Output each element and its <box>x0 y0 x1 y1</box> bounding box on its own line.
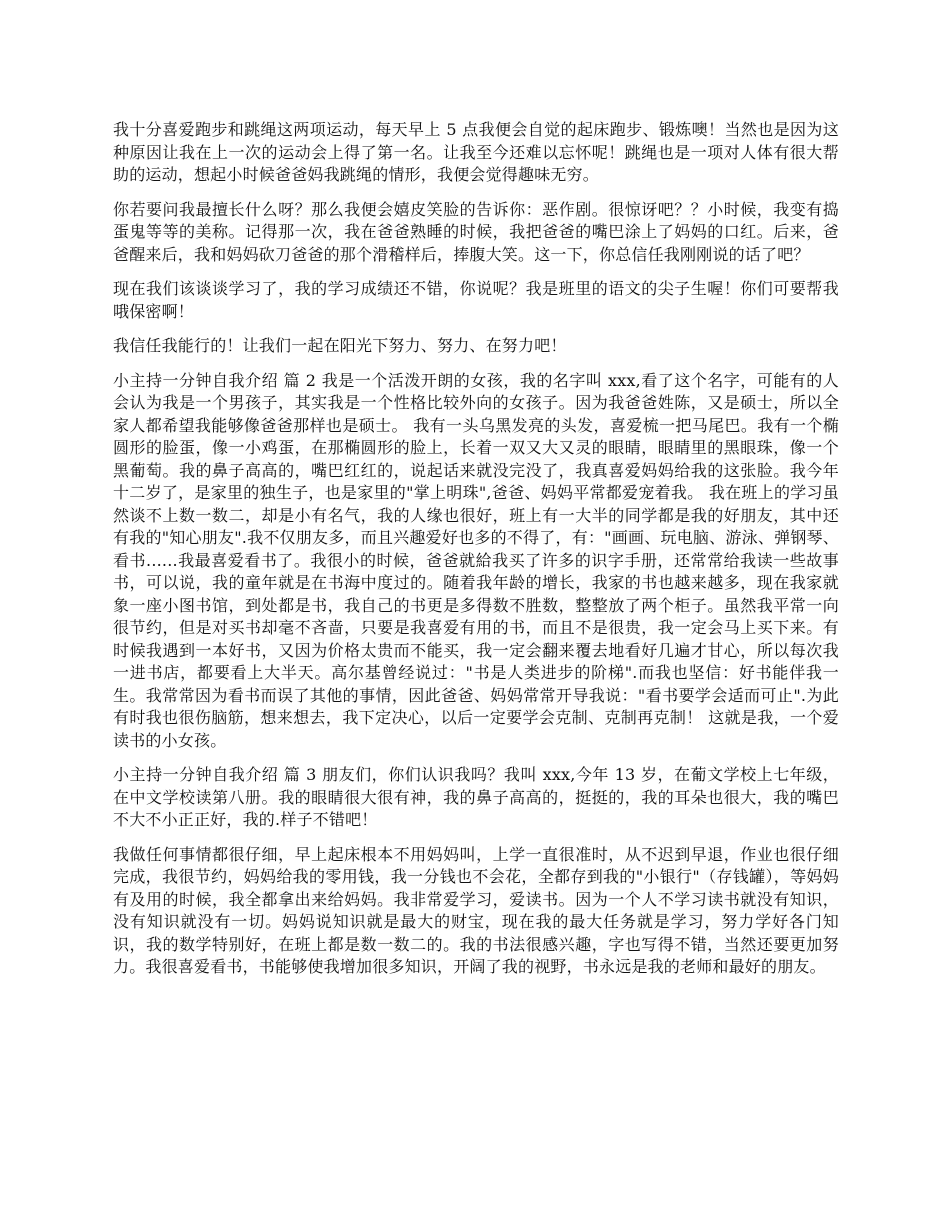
paragraph-7: 我做任何事情都很仔细，早上起床根本不用妈妈叫，上学一直很准时，从不迟到早退，作业也很仔细完成，我很节约，妈妈给我的零用钱，我一分钱也不会花，全都存到我的"小银行"（存钱罐），等妈妈有及用的时候，我全都拿出来给妈妈。我非常爱学习，爱读书。因为一个人不学习读书就没有知识，没有知识就没有一切。妈妈说知识就是最大的财宝，现在我的最大任务就是学习，努力学好各门知识，我的数学特别好，在班上都是数一数二的。我的书法很感兴趣，字也写得不错，当然还要更加努力。我很喜爱看书，书能够使我增加很多知识，开阔了我的视野，书永远是我的老师和最好的朋友。 <box>113 844 839 976</box>
paragraph-3: 现在我们该谈谈学习了，我的学习成绩还不错，你说呢？我是班里的语文的尖子生喔！你们可要帮我哦保密啊！ <box>113 279 839 321</box>
paragraph-1: 我十分喜爱跑步和跳绳这两项运动，每天早上 5 点我便会自觉的起床跑步、锻炼噢！当然也是因为这种原因让我在上一次的运动会上得了第一名。让我至今还难以忘怀呢！跳绳也是一项对人体有很大帮助的运动，想起小时候爸爸妈我跳绳的情形，我便会觉得趣味无穷。 <box>113 120 839 184</box>
paragraph-2: 你若要问我最擅长什么呀？那么我便会嬉皮笑脸的告诉你：恶作剧。很惊讶吧？？小时候，我变有捣蛋鬼等等的美称。记得那一次，我在爸爸熟睡的时候，我把爸爸的嘴巴涂上了妈妈的口红。后来，爸爸醒来后，我和妈妈砍刀爸爸的那个滑稽样后，捧腹大笑。这一下，你总信任我刚刚说的话了吧？ <box>113 199 839 264</box>
paragraph-6: 小主持一分钟自我介绍 篇 3 朋友们，你们认识我吗？我叫 xxx,今年 13 岁，在葡文学校上七年级，在中文学校读第八册。我的眼睛很大很有神，我的鼻子高高的，挺挺的，我的耳朵也很大，我的嘴巴不大不小正正好，我的.样子不错吧！ <box>113 765 839 829</box>
paragraph-5: 小主持一分钟自我介绍 篇 2 我是一个活泼开朗的女孩，我的名字叫 xxx,看了这个名字，可能有的人会认为我是一个男孩子，其实我是一个性格比较外向的女孩子。因为我爸爸姓陈，又是硕士，所以全家人都希望我能够像爸爸那样也是硕士。 我有一头乌黑发亮的头发，喜爱梳一把马尾巴。我有一个椭圆形的脸蛋，像一小鸡蛋，在那椭圆形的脸上，长着一双又大又灵的眼睛，眼睛里的黑眼珠，像一个黑葡萄。我的鼻子高高的，嘴巴红红的，说起话来就没完没了，我真喜爱妈妈给我的这张脸。我今年十二岁了，是家里的独生子，也是家里的"掌上明珠",爸爸、妈妈平常都爱宠着我。 我在班上的学习虽然谈不上数一数二，却是小有名气，我的人缘也很好，班上有一大半的同学都是我的好朋友，其中还有我的"知心朋友".我不仅朋友多，而且兴趣爱好也多的不得了，有："画画、玩电脑、游泳、弹钢琴、看书......我最喜爱看书了。我很小的时候，爸爸就給我买了许多的识字手册，还常常给我读一些故事书，可以说，我的童年就是在书海中度过的。随着我年龄的增长，我家的书也越来越多，现在我家就象一座小图书馆，到处都是书，我自己的书更是多得数不胜数，整整放了两个柜子。虽然我平常一向很节约，但是对买书却毫不吝啬，只要是我喜爱有用的书，而且不是很贵，我一定会马上买下来。有时候我遇到一本好书，又因为价格太贵而不能买，我一定会翻来覆去地看好几遍才甘心，所以每次我一进书店，都要看上大半天。高尔基曾经说过："书是人类进步的阶梯".而我也坚信：好书能伴我一生。我常常因为看书而误了其他的事情，因此爸爸、妈妈常常开导我说："看书要学会适而可止".为此有时我也很伤脑筋，想来想去，我下定决心，以后一定要学会克制、克制再克制！ 这就是我，一个爱读书的小女孩。 <box>113 370 839 750</box>
document-body <box>113 119 839 991</box>
paragraph-4: 我信任我能行的！让我们一起在阳光下努力、努力、在努力吧！ <box>113 336 567 355</box>
